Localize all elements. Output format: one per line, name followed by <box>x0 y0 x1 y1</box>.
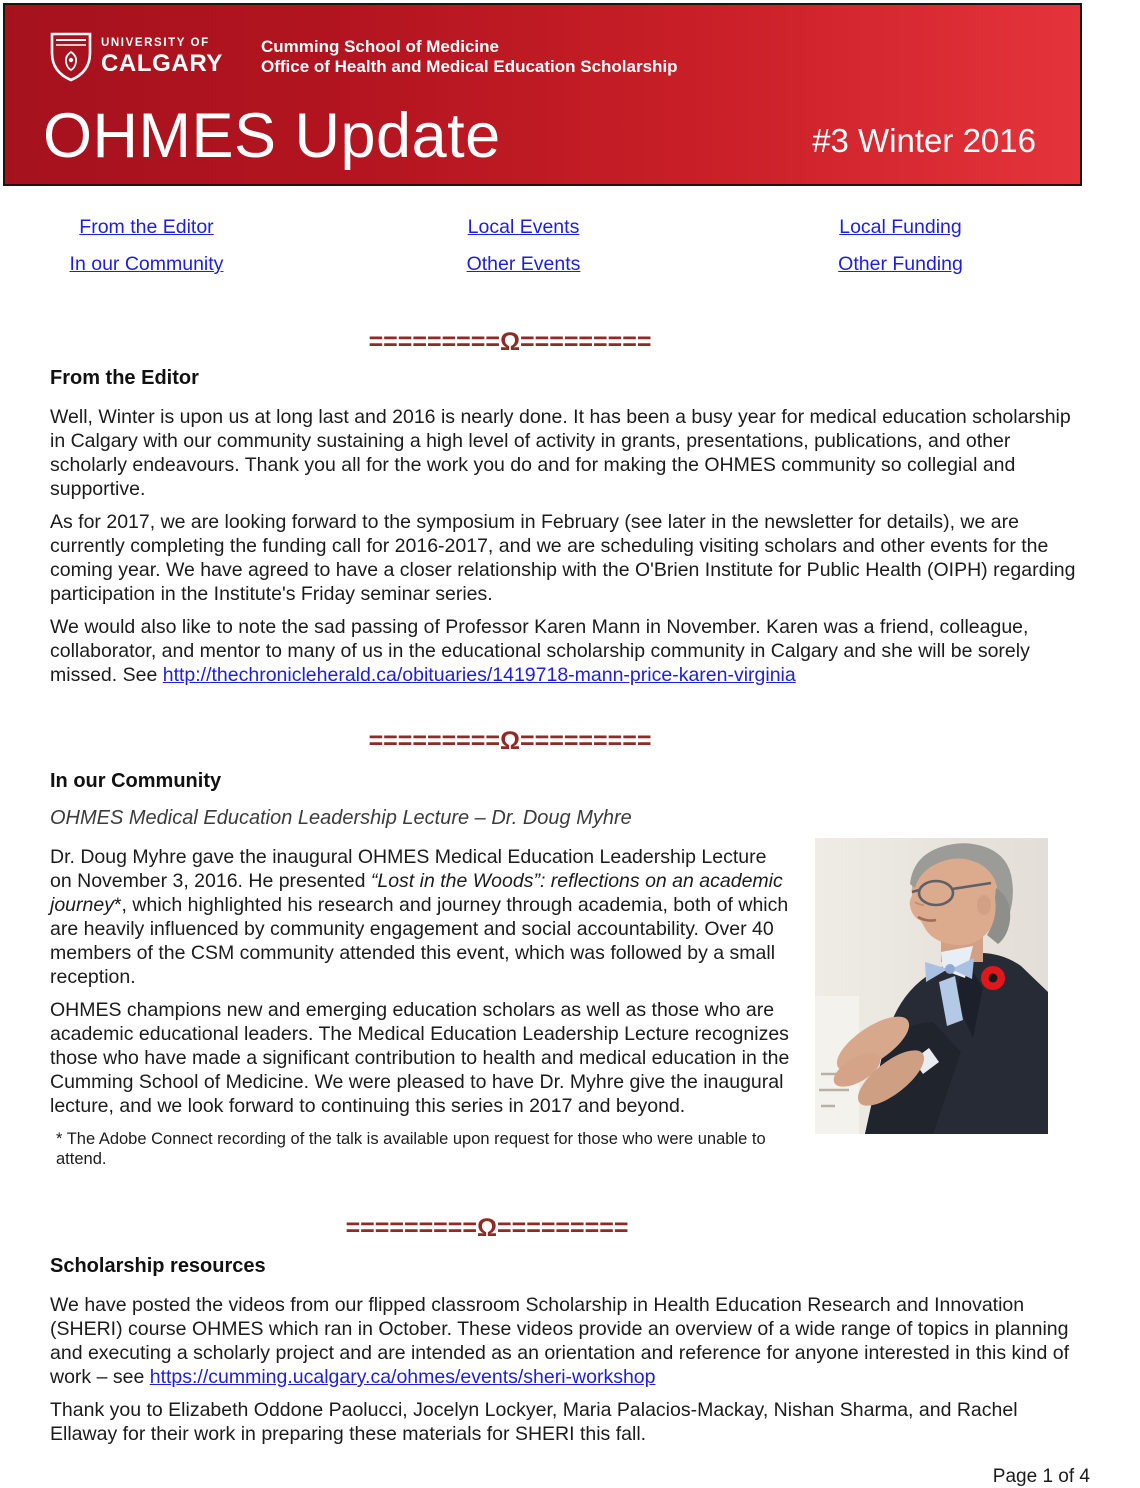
editor-paragraph-3-text: We would also like to note the sad passing of Professor Karen Mann in November. Karen was a friend, colleague, collaborator, and mentor to many of us in the educational scholarship community in Calgary and she will be sorely missed. See <box>50 616 1030 686</box>
nav-link-in-our-community[interactable]: In our Community <box>69 253 224 275</box>
adobe-connect-footnote: * The Adobe Connect recording of the talk is available upon request for those who were unable to attend. <box>56 1130 766 1168</box>
resources-paragraph-1-text: We have posted the videos from our flipped classroom Scholarship in Health Education Research and Innovation (SHERI) course OHMES which ran in October. These videos provide an overview of a wide range of topics in planning and executing a scholarly project and are intended as an orientation and reference for anyone interested in this kind of work – see <box>50 1294 1069 1388</box>
uofc-logo <box>50 32 223 82</box>
doug-myhre-photo-illustration <box>815 838 1048 1134</box>
nav-link-other-funding[interactable]: Other Funding <box>838 253 963 275</box>
resources-paragraph-2: Thank you to Elizabeth Oddone Paolucci, Jocelyn Lockyer, Maria Palacios-Mackay, Nishan Sharma, and Rachel Ellaway for their work in preparing these materials for SHERI this fall. <box>50 1399 1018 1445</box>
newsletter-title: OHMES Update <box>43 101 501 171</box>
toc-nav <box>0 216 1089 276</box>
uofc-logo-line1: UNIVERSITY OF <box>101 36 210 49</box>
uofc-shield-icon <box>50 32 92 82</box>
doug-myhre-photo <box>815 838 1048 1134</box>
nav-link-local-events[interactable]: Local Events <box>467 216 580 238</box>
community-paragraph-1-b: *, which highlighted his research and journey through academia, both of which are heavily influenced by community engagement and social accountability. Over 40 members of the CSM community attended this event, which was followed by a small reception. <box>50 894 789 988</box>
editor-paragraph-3 <box>50 615 1090 687</box>
leadership-lecture-subheading: OHMES Medical Education Leadership Lecture – Dr. Doug Myhre <box>50 807 632 829</box>
nav-link-local-funding[interactable]: Local Funding <box>839 216 962 238</box>
department-lines <box>261 37 678 78</box>
masthead-top-row <box>50 32 678 82</box>
in-our-community-heading: In our Community <box>50 770 222 792</box>
uofc-logo-line2: CALGARY <box>101 49 223 77</box>
editor-paragraph-1: Well, Winter is upon us at long last and 2016 is nearly done. It has been a busy year for medical education scholarship in Calgary with our community sustaining a high level of activity in grants, presentations, publications, and other scholarly endeavours. Thank you all for the work you do and for making the OHMES community so collegial and supportive. <box>50 406 1071 500</box>
page-content <box>0 328 1140 1488</box>
page-number: Page 1 of 4 <box>992 1466 1090 1487</box>
section-from-the-editor <box>50 367 1090 687</box>
community-paragraph-1-a: Dr. Doug Myhre gave the inaugural OHMES Medical Education Leadership Lecture on November 3, 2016. He presented <box>50 846 767 892</box>
community-paragraph-2: OHMES champions new and emerging education scholars as well as those who are academic educational leaders. The Medical Education Leadership Lecture recognizes those who have made a significant contribution to health and medical education in the Cumming School of Medicine. We were pleased to have Dr. Myhre give the inaugural lecture, and we look forward to continuing this series in 2017 and beyond. <box>50 999 790 1117</box>
section-divider-3: =========Ω========= <box>345 1214 629 1242</box>
masthead-banner <box>3 3 1082 186</box>
uofc-logo-text <box>101 37 223 78</box>
nav-link-from-the-editor[interactable]: From the Editor <box>79 216 214 238</box>
issue-label: #3 Winter 2016 <box>812 122 1036 159</box>
resources-paragraph-1 <box>50 1293 1090 1389</box>
obituary-link[interactable]: http://thechronicleherald.ca/obituaries/1419718-mann-price-karen-virginia <box>162 664 796 686</box>
department-line2: Office of Health and Medical Education Scholarship <box>260 57 678 76</box>
section-divider-1: =========Ω========= <box>368 328 652 356</box>
lecture-title-italic: “Lost in the Woods”: reflections on an academic journey <box>50 870 783 916</box>
sheri-workshop-link[interactable]: https://cumming.ucalgary.ca/ohmes/events/sheri-workshop <box>149 1366 656 1388</box>
section-divider-2: =========Ω========= <box>368 727 652 755</box>
from-the-editor-heading: From the Editor <box>50 367 199 389</box>
section-scholarship-resources <box>50 1255 1090 1446</box>
department-line1: Cumming School of Medicine <box>260 36 499 56</box>
scholarship-resources-heading: Scholarship resources <box>50 1255 266 1277</box>
editor-paragraph-2: As for 2017, we are looking forward to the symposium in February (see later in the newsletter for details), we are currently completing the funding call for 2016-2017, and we are scheduling visiting scholars and other events for the coming year. We have agreed to have a closer relationship with the O'Brien Institute for Public Health (OIPH) regarding participation in the Institute's Friday seminar series. <box>50 511 1076 605</box>
newsletter-page <box>0 3 1140 1487</box>
nav-link-other-events[interactable]: Other Events <box>466 253 581 275</box>
section-in-our-community <box>50 770 1090 1169</box>
